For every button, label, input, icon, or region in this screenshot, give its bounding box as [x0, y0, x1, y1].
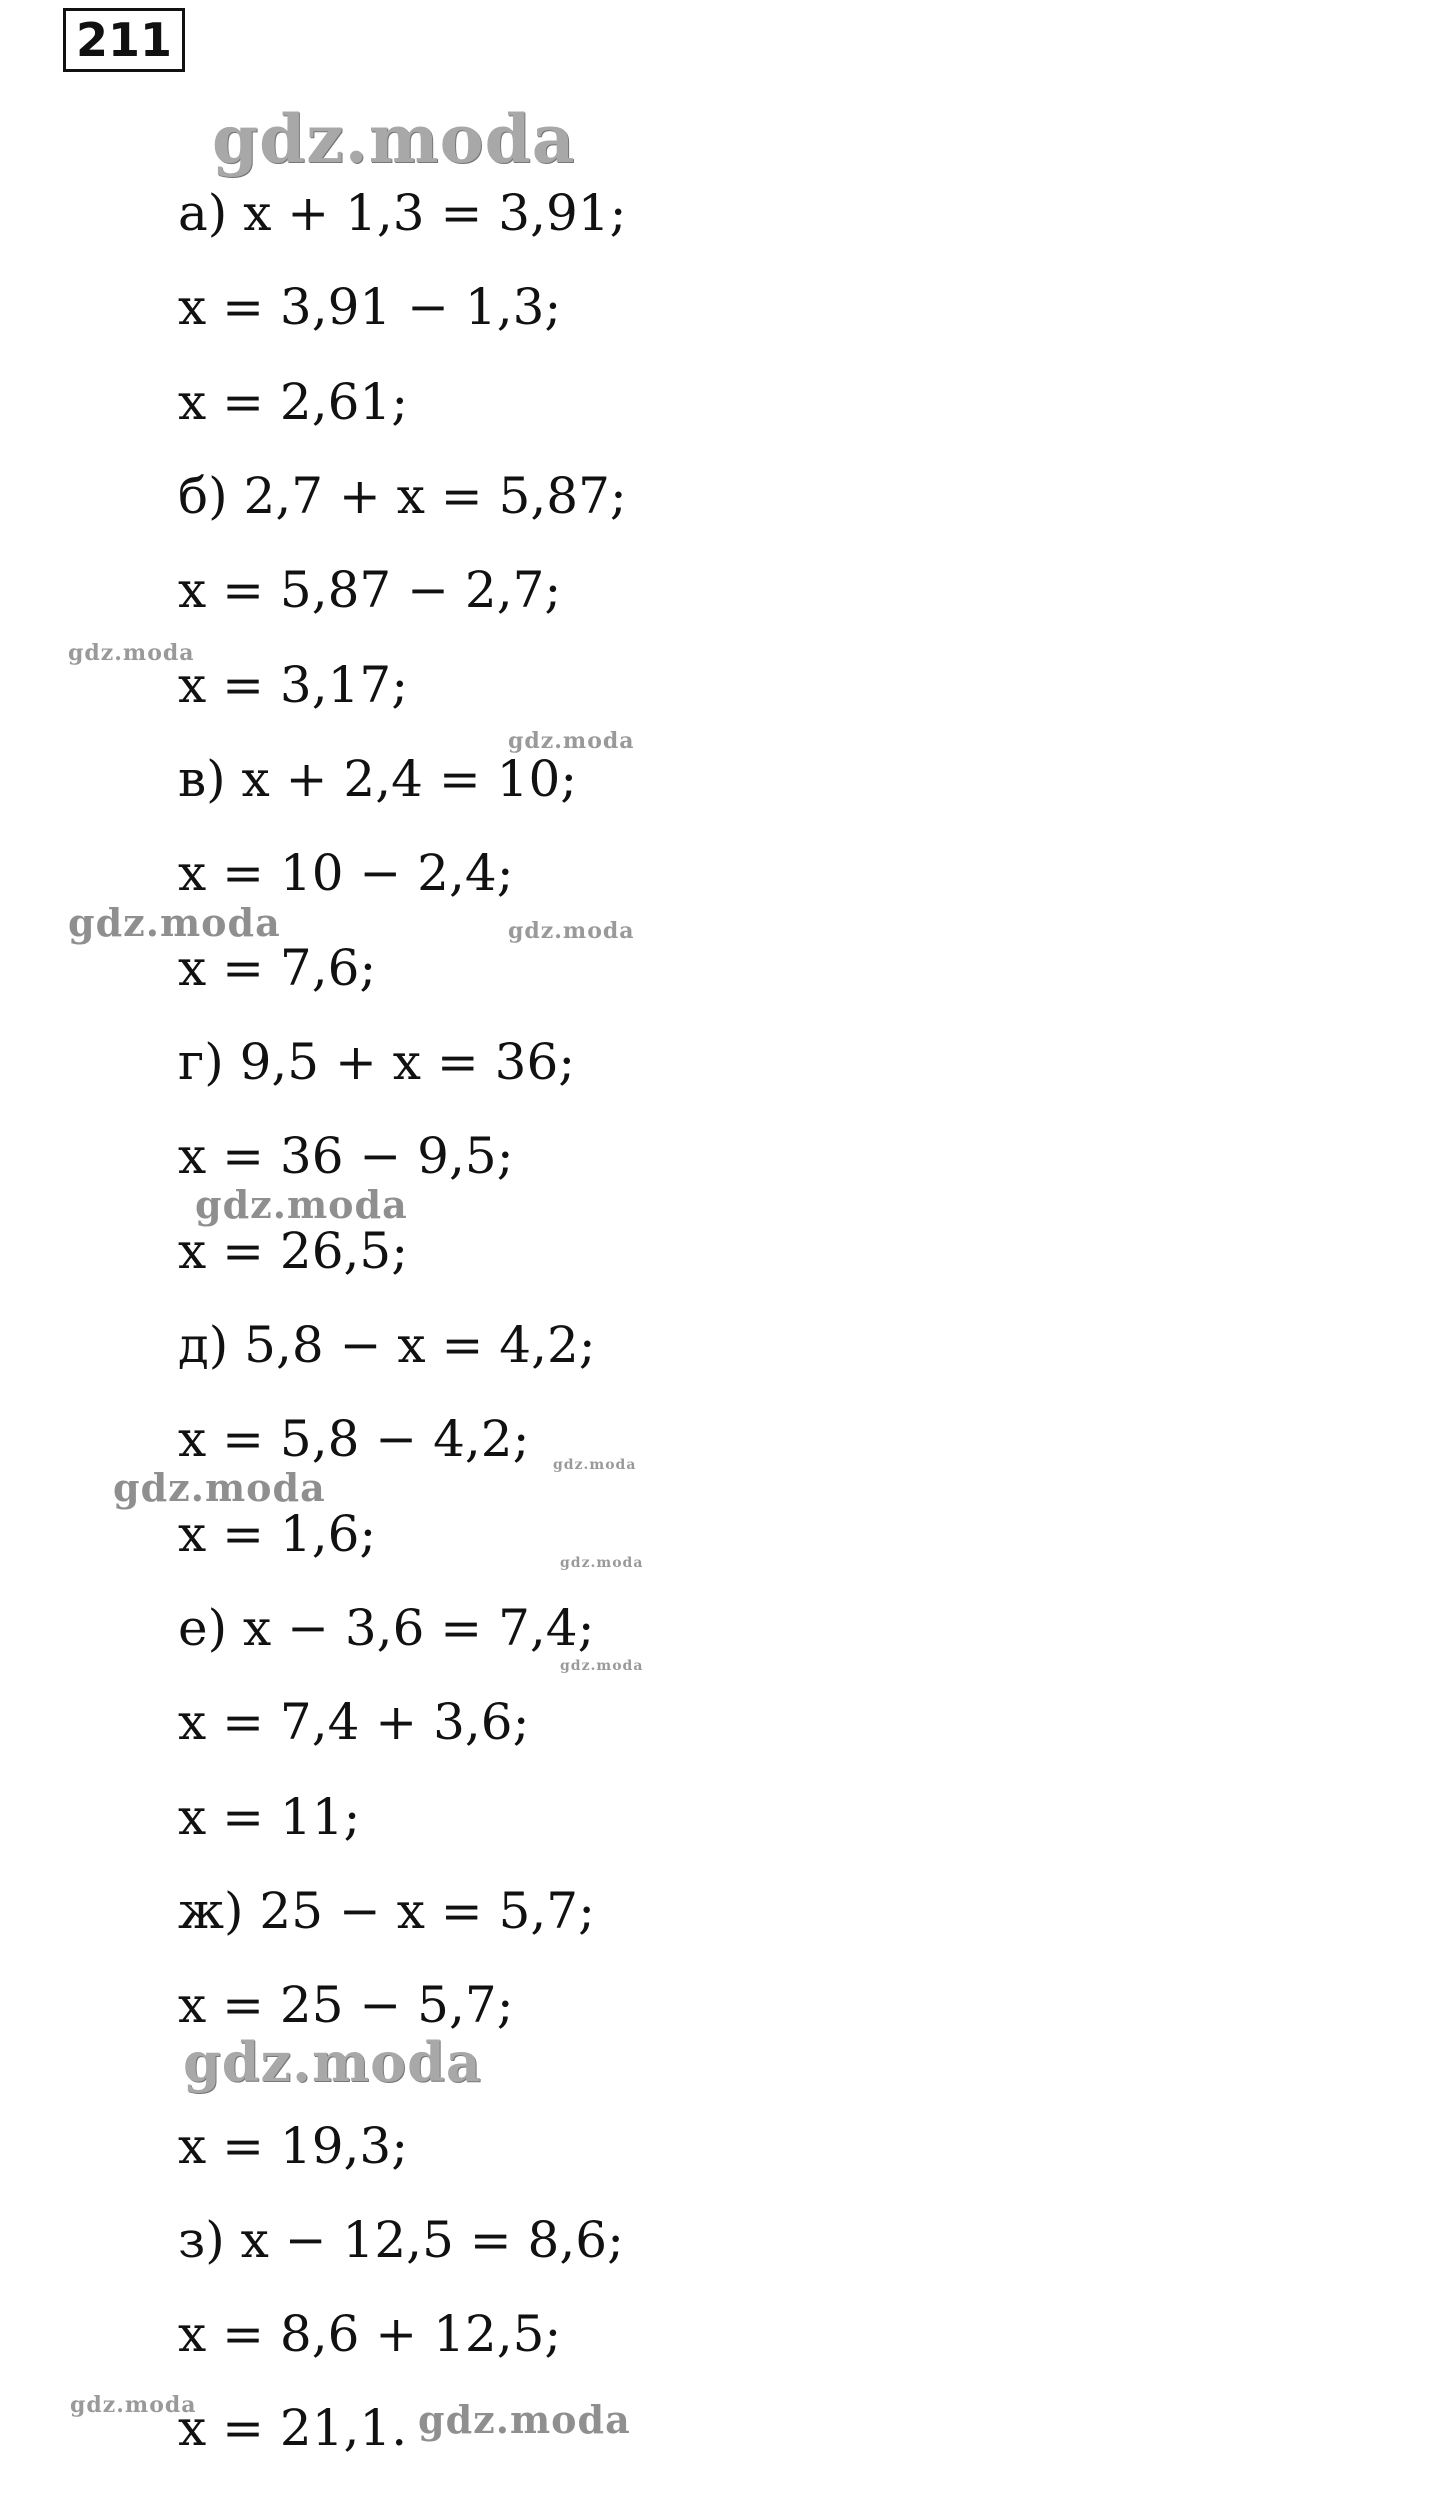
solution-line: x = 2,61; — [178, 373, 409, 431]
watermark: gdz.moda — [418, 2397, 631, 2442]
solution-line: е) x − 3,6 = 7,4; — [178, 1599, 595, 1657]
watermark: gdz.moda — [560, 1555, 644, 1571]
solution-line: в) x + 2,4 = 10; — [178, 750, 578, 808]
watermark: gdz.moda — [68, 640, 195, 666]
watermark: gdz.moda — [183, 2030, 482, 2094]
solution-line: г) 9,5 + x = 36; — [178, 1033, 576, 1091]
solution-line: x = 7,4 + 3,6; — [178, 1693, 530, 1751]
watermark: gdz.moda — [560, 1658, 644, 1674]
solution-line: x = 3,17; — [178, 656, 409, 714]
solution-line: б) 2,7 + x = 5,87; — [178, 467, 627, 525]
watermark: gdz.moda — [70, 2392, 197, 2418]
solution-line: x = 26,5; — [178, 1222, 409, 1280]
solution-line: з) x − 12,5 = 8,6; — [178, 2211, 624, 2269]
solution-line: x = 11; — [178, 1788, 361, 1846]
watermark: gdz.moda — [553, 1457, 637, 1473]
solution-line: x = 5,87 − 2,7; — [178, 561, 562, 619]
task-number: 211 — [63, 8, 185, 72]
solution-line: x = 8,6 + 12,5; — [178, 2305, 562, 2363]
solution-line: x = 1,6; — [178, 1505, 377, 1563]
solution-line: x = 7,6; — [178, 939, 377, 997]
solution-line: x = 36 − 9,5; — [178, 1127, 514, 1185]
solution-line: x = 3,91 − 1,3; — [178, 278, 562, 336]
solution-line: x = 19,3; — [178, 2117, 409, 2175]
watermark: gdz.moda — [113, 1465, 326, 1510]
solution-line: x = 21,1. — [178, 2399, 408, 2457]
solution-line: ж) 25 − x = 5,7; — [178, 1882, 595, 1940]
watermark: gdz.moda — [212, 100, 576, 178]
solution-line: а) x + 1,3 = 3,91; — [178, 184, 627, 242]
watermark: gdz.moda — [508, 918, 635, 944]
solution-line: x = 10 − 2,4; — [178, 844, 514, 902]
watermark: gdz.moda — [68, 900, 281, 945]
watermark: gdz.moda — [195, 1182, 408, 1227]
solution-line: д) 5,8 − x = 4,2; — [178, 1316, 596, 1374]
solution-line: x = 25 − 5,7; — [178, 1976, 514, 2034]
solution-line: x = 5,8 − 4,2; — [178, 1410, 530, 1468]
watermark: gdz.moda — [508, 728, 635, 754]
